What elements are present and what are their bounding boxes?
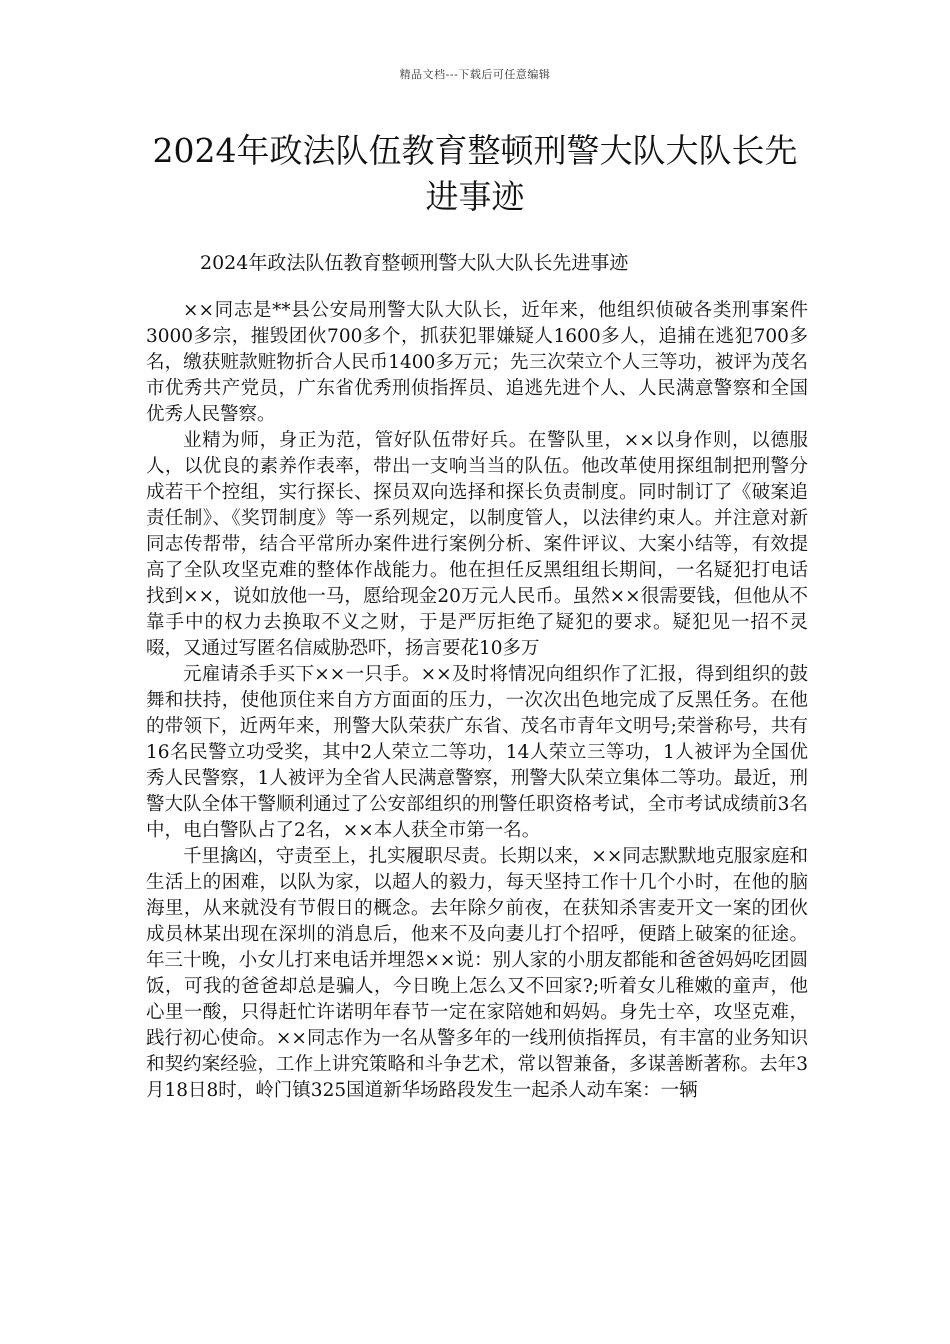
paragraph-team-building: 业精为师，身正为范，管好队伍带好兵。在警队里，××以身作则，以德服人，以优良的素养作表率，带出一支响当当的队伍。他改革使用探组制把刑警分成若干个控组，实行探长、探员双向选择和探长负责制度。同时制订了《破案追责任制》、《奖罚制度》等一系列规定，以制度管人，以法律约束人。并注意对新同志传帮带，结合平常所办案件进行案例分析、案件评议、大案小结等，有效提高了全队攻坚克难的整体作战能力。他在担任反黑组组长期间，一名疑犯打电话找到××，说如放他一马，愿给现金20万元人民币。虽然××很需要钱，但他从不靠手中的权力去换取不义之财，于是严厉拒绝了疑犯的要求。疑犯见一招不灵啜，又通过写匿名信威胁恐吓，扬言要花10多万 xyxy=(146,430,808,659)
page-header-note: 精品文档---下载后可任意编辑 xyxy=(399,68,551,81)
document-body xyxy=(146,298,808,1104)
paragraph-honors: 元雇请杀手买下××一只手。××及时将情况向组织作了汇报，得到组织的鼓舞和扶持，使他顶住来自方方面面的压力，一次次出色地完成了反黑任务。在他的带领下，近两年来，刑警大队荣获广东省、茂名市青年文明号;荣誉称号，共有16名民警立功受奖，其中2人荣立二等功，14人荣立三等功，1人被评为全国优秀人民警察，1人被评为全省人民满意警察，刑警大队荣立集体二等功。最近，刑警大队全体干警顺利通过了公安部组织的刑警任职资格考试，全市考试成绩前3名中，电白警队占了2名，××本人获全市第一名。 xyxy=(146,664,808,841)
document-title: 2024年政法队伍教育整顿刑警大队大队长先进事迹 xyxy=(152,131,798,216)
paragraph-duty: 千里擒凶，守责至上，扎实履职尽责。长期以来，××同志默默地克服家庭和生活上的困难，以队为家，以超人的毅力，每天坚持工作十几个小时，在他的脑海里，从来就没有节假日的概念。去年除夕前夜，在获知杀害麦开文一案的团伙成员林某出现在深圳的消息后，他来不及向妻儿打个招呼，便踏上破案的征途。年三十晚，小女儿打来电话并埋怨××说：别人家的小朋友都能和爸爸妈妈吃团圆饭，可我的爸爸却总是骗人，今日晚上怎么又不回家?;听着女儿稚嫩的童声，他心里一酸，只得赶忙许诺明年春节一定在家陪她和妈妈。身先士卒，攻坚克难，践行初心使命。××同志作为一名从警多年的一线刑侦指挥员，有丰富的业务知识和契约案经验，工作上讲究策略和斗争艺术，常以智兼备，多谋善断著称。去年3月18日8时，岭门镇325国道新华场路段发生一起杀人动车案：一辆 xyxy=(146,846,808,1101)
document-subtitle: 2024年政法队伍教育整顿刑警大队大队长先进事迹 xyxy=(200,252,629,274)
paragraph-intro: ××同志是**县公安局刑警大队大队长，近年来，他组织侦破各类刑事案件3000多宗，摧毁团伙700多个，抓获犯罪嫌疑人1600多人，追捕在逃犯700多名，缴获赃款赃物折合人民币1400多万元；先三次荣立个人三等功，被评为茂名市优秀共产党员，广东省优秀刑侦指挥员、追逃先进个人、人民满意警察和全国优秀人民警察。 xyxy=(146,300,808,425)
